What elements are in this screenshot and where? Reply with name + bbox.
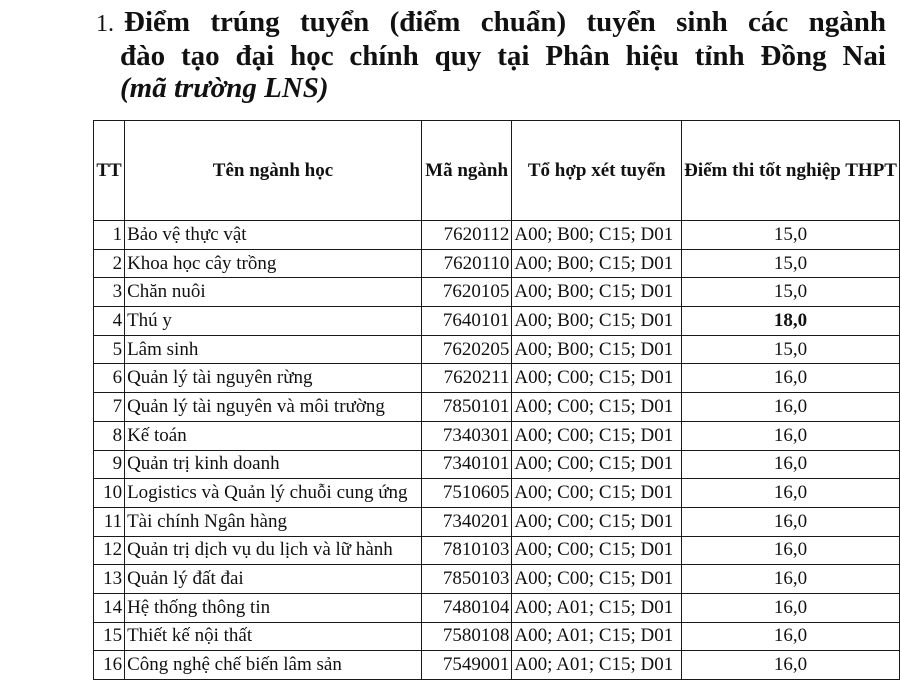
cell-subject-combination: A00; B00; C15; D01	[512, 249, 682, 278]
cell-score: 18,0	[682, 307, 900, 336]
cell-major-name: Thú y	[125, 307, 422, 336]
cell-score: 16,0	[682, 622, 900, 651]
header-major-name: Tên ngành học	[125, 121, 422, 221]
cell-score: 16,0	[682, 364, 900, 393]
cell-score: 15,0	[682, 221, 900, 250]
cell-major-code: 7850103	[421, 565, 512, 594]
cell-major-name: Kế toán	[125, 421, 422, 450]
cell-tt: 15	[94, 622, 125, 651]
table-row	[94, 335, 900, 364]
heading-line-3: (mã trường LNS)	[120, 72, 329, 104]
cell-subject-combination: A00; A01; C15; D01	[512, 593, 682, 622]
cell-subject-combination: A00; A01; C15; D01	[512, 622, 682, 651]
section-heading	[96, 6, 886, 104]
cell-tt: 7	[94, 393, 125, 422]
cell-score: 15,0	[682, 335, 900, 364]
cell-major-code: 7340201	[421, 507, 512, 536]
cell-subject-combination: A00; A01; C15; D01	[512, 651, 682, 680]
cell-major-name: Quản lý đất đai	[125, 565, 422, 594]
cell-major-code: 7620112	[421, 221, 512, 250]
table-row	[94, 593, 900, 622]
cell-score: 16,0	[682, 421, 900, 450]
cell-tt: 9	[94, 450, 125, 479]
admission-scores-table	[93, 120, 900, 680]
cell-major-name: Công nghệ chế biến lâm sản	[125, 651, 422, 680]
table-row	[94, 393, 900, 422]
cell-tt: 16	[94, 651, 125, 680]
heading-text-1: Điểm trúng tuyển (điểm chuẩn) tuyển sinh các ngành	[124, 6, 886, 38]
cell-tt: 6	[94, 364, 125, 393]
cell-major-code: 7340101	[421, 450, 512, 479]
table-row	[94, 507, 900, 536]
cell-subject-combination: A00; C00; C15; D01	[512, 393, 682, 422]
cell-tt: 8	[94, 421, 125, 450]
cell-tt: 5	[94, 335, 125, 364]
table-body	[94, 221, 900, 680]
cell-major-name: Tài chính Ngân hàng	[125, 507, 422, 536]
cell-subject-combination: A00; C00; C15; D01	[512, 450, 682, 479]
cell-major-code: 7620105	[421, 278, 512, 307]
cell-subject-combination: A00; B00; C15; D01	[512, 278, 682, 307]
table-row	[94, 307, 900, 336]
cell-subject-combination: A00; B00; C15; D01	[512, 221, 682, 250]
cell-score: 16,0	[682, 450, 900, 479]
cell-major-name: Thiết kế nội thất	[125, 622, 422, 651]
table-row	[94, 421, 900, 450]
cell-score: 16,0	[682, 536, 900, 565]
cell-major-code: 7620110	[421, 249, 512, 278]
cell-subject-combination: A00; C00; C15; D01	[512, 479, 682, 508]
cell-tt: 13	[94, 565, 125, 594]
cell-score: 15,0	[682, 278, 900, 307]
table-row	[94, 536, 900, 565]
cell-subject-combination: A00; B00; C15; D01	[512, 307, 682, 336]
table-row	[94, 479, 900, 508]
cell-tt: 12	[94, 536, 125, 565]
cell-major-name: Quản trị dịch vụ du lịch và lữ hành	[125, 536, 422, 565]
table-row	[94, 622, 900, 651]
cell-major-name: Quản lý tài nguyên rừng	[125, 364, 422, 393]
heading-number: 1.	[96, 11, 114, 37]
header-score: Điểm thi tốt nghiệp THPT	[682, 121, 900, 221]
table-row	[94, 364, 900, 393]
header-major-code: Mã ngành	[421, 121, 512, 221]
heading-line-2: đào tạo đại học chính quy tại Phân hiệu tỉnh Đồng Nai	[120, 40, 886, 72]
cell-major-code: 7480104	[421, 593, 512, 622]
cell-major-code: 7510605	[421, 479, 512, 508]
cell-major-code: 7340301	[421, 421, 512, 450]
table-row	[94, 450, 900, 479]
cell-subject-combination: A00; C00; C15; D01	[512, 536, 682, 565]
cell-major-name: Logistics và Quản lý chuỗi cung ứng	[125, 479, 422, 508]
cell-major-name: Bảo vệ thực vật	[125, 221, 422, 250]
cell-tt: 3	[94, 278, 125, 307]
cell-major-name: Hệ thống thông tin	[125, 593, 422, 622]
table-row	[94, 249, 900, 278]
cell-subject-combination: A00; C00; C15; D01	[512, 421, 682, 450]
cell-subject-combination: A00; C00; C15; D01	[512, 565, 682, 594]
cell-score: 16,0	[682, 593, 900, 622]
cell-score: 15,0	[682, 249, 900, 278]
cell-tt: 10	[94, 479, 125, 508]
cell-tt: 2	[94, 249, 125, 278]
cell-major-name: Lâm sinh	[125, 335, 422, 364]
cell-tt: 4	[94, 307, 125, 336]
heading-line-1	[96, 6, 886, 40]
cell-tt: 1	[94, 221, 125, 250]
table-row	[94, 278, 900, 307]
cell-score: 16,0	[682, 393, 900, 422]
cell-major-name: Quản lý tài nguyên và môi trường	[125, 393, 422, 422]
cell-major-name: Khoa học cây trồng	[125, 249, 422, 278]
cell-major-code: 7580108	[421, 622, 512, 651]
cell-major-code: 7620211	[421, 364, 512, 393]
cell-major-name: Quản trị kinh doanh	[125, 450, 422, 479]
cell-major-name: Chăn nuôi	[125, 278, 422, 307]
cell-major-code: 7640101	[421, 307, 512, 336]
table-row	[94, 565, 900, 594]
cell-major-code: 7620205	[421, 335, 512, 364]
header-tt: TT	[94, 121, 125, 221]
cell-score: 16,0	[682, 651, 900, 680]
cell-score: 16,0	[682, 565, 900, 594]
cell-tt: 11	[94, 507, 125, 536]
table-row	[94, 651, 900, 680]
cell-subject-combination: A00; B00; C15; D01	[512, 335, 682, 364]
cell-major-code: 7810103	[421, 536, 512, 565]
cell-tt: 14	[94, 593, 125, 622]
cell-score: 16,0	[682, 507, 900, 536]
cell-subject-combination: A00; C00; C15; D01	[512, 364, 682, 393]
header-subject-combination: Tổ hợp xét tuyển	[512, 121, 682, 221]
table-row	[94, 221, 900, 250]
cell-score: 16,0	[682, 479, 900, 508]
cell-major-code: 7549001	[421, 651, 512, 680]
table-header-row	[94, 121, 900, 221]
cell-major-code: 7850101	[421, 393, 512, 422]
cell-subject-combination: A00; C00; C15; D01	[512, 507, 682, 536]
